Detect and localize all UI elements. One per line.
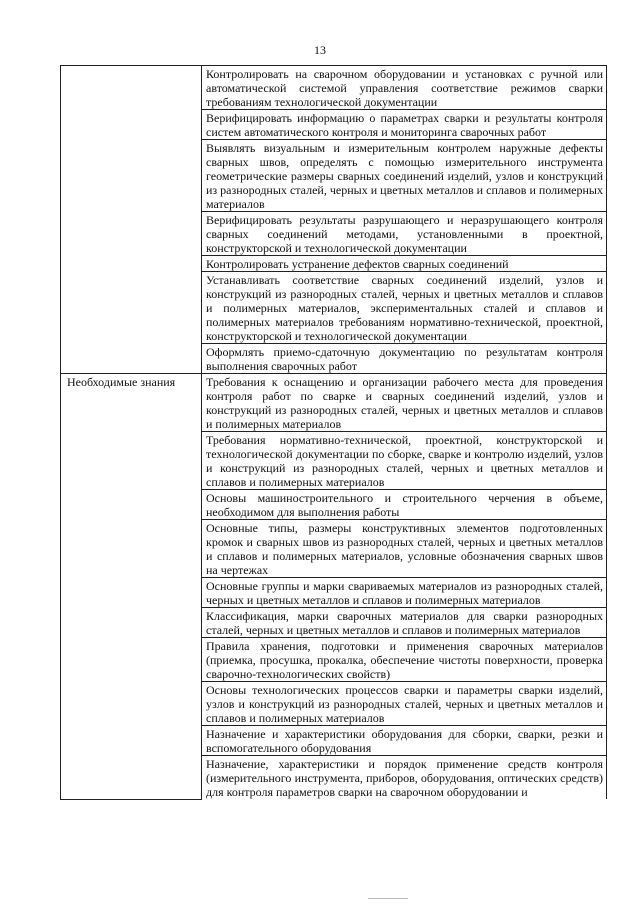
- knowledge-item: Назначение, характеристики и порядок применение средств контроля (измерительного инструмента, приборов, оборудования, оптических средств) для контроля параметров сварки на сварочном оборудовании и: [202, 756, 607, 800]
- qualification-table: [60, 65, 607, 800]
- knowledge-item: Классификация, марки сварочных материалов для сварки разнородных сталей, черных и цветных металлов и сплавов и полимерных материалов: [202, 608, 607, 638]
- knowledge-label: Необходимые знания: [61, 374, 202, 800]
- skill-item: Контролировать устранение дефектов сварных соединений: [202, 256, 607, 272]
- skill-item: Контролировать на сварочном оборудовании и установках с ручной или автоматической системой управления соответствие режимов сварки требованиям технологической документации: [202, 66, 607, 110]
- knowledge-item: Основы машиностроительного и строительного черчения в объеме, необходимом для выполнения работы: [202, 490, 607, 520]
- scan-artifact: [368, 898, 408, 899]
- knowledge-item: Требования к оснащению и организации рабочего места для проведения контроля работ по сварке и сварных соединений изделий, узлов и конструкций из разнородных сталей, черных и цветных металлов и сплавов и полимерных материалов: [202, 374, 607, 432]
- knowledge-item: Основные типы, размеры конструктивных элементов подготовленных кромок и сварных швов из разнородных сталей, черных и цветных металлов и сплавов и полимерных материалов, условные обозначения сварных швов на чертежах: [202, 520, 607, 578]
- knowledge-item: Требования нормативно-технической, проектной, конструкторской и технологической документации по сборке, сварке и контролю изделий, узлов и конструкций из разнородных сталей, черных и цветных металлов и сплавов и полимерных материалов: [202, 432, 607, 490]
- skill-item: Верифицировать информацию о параметрах сварки и результаты контроля систем автоматического контроля и мониторинга сварочных работ: [202, 110, 607, 140]
- skill-item: Выявлять визуальным и измерительным контролем наружные дефекты сварных швов, определять с помощью измерительного инструмента геометрические размеры сварных соединений изделий, узлов и конструкций из разнородных сталей, черных и цветных металлов и сплавов и полимерных материалов: [202, 140, 607, 212]
- skill-item: Верифицировать результаты разрушающего и неразрушающего контроля сварных соединений методами, установленными в проектной, конструкторской и технологической документации: [202, 212, 607, 256]
- knowledge-item: Основные группы и марки свариваемых материалов из разнородных сталей, черных и цветных металлов и сплавов и полимерных материалов: [202, 578, 607, 608]
- page-number: 13: [314, 43, 326, 57]
- knowledge-item: Основы технологических процессов сварки и параметры сварки изделий, узлов и конструкций из разнородных сталей, черных и цветных металлов и сплавов и полимерных материалов: [202, 682, 607, 726]
- table-row: [61, 374, 607, 432]
- skill-item: Оформлять приемо-сдаточную документацию по результатам контроля выполнения сварочных работ: [202, 344, 607, 374]
- skill-item: Устанавливать соответствие сварных соединений изделий, узлов и конструкций из разнородных сталей, черных и цветных металлов и сплавов и полимерных материалов, экспериментальных сталей и сплавов и полимерных материалов требованиям нормативно-технической, проектной, конструкторской и технологической документации: [202, 272, 607, 344]
- table-row: [61, 66, 607, 110]
- knowledge-item: Правила хранения, подготовки и применения сварочных материалов (приемка, просушка, прокалка, обеспечение чистоты поверхности, проверка сварочно-технологических свойств): [202, 638, 607, 682]
- skills-label-cell: [61, 66, 202, 374]
- knowledge-item: Назначение и характеристики оборудования для сборки, сварки, резки и вспомогательного оборудования: [202, 726, 607, 756]
